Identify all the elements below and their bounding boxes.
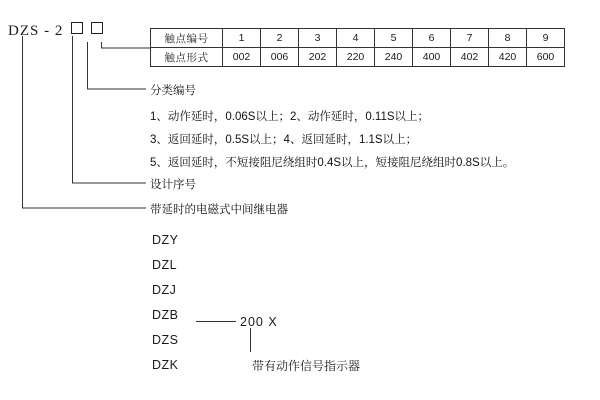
list-item: DZL [152,258,178,272]
callout-category: 分类编号 [150,85,196,97]
table-cell: 3 [299,29,337,48]
family-list [152,228,179,378]
indicator-label: 带有动作信号指示器 [252,359,361,373]
list-item: DZS [152,333,179,347]
callout-design-serial: 设计序号 [150,179,196,191]
table-cell: 006 [261,48,299,67]
callout-timing-line-3: 5、返回延时，不短接阻尼绕组时0.4S以上，短接阻尼绕组时0.8S以上。 [150,157,515,169]
callout-timing-line-1: 1、动作延时，0.06S以上；2、动作延时，0.11S以上； [150,111,430,123]
table-cell: 402 [451,48,489,67]
table-cell: 6 [413,29,451,48]
table-cell: 420 [489,48,527,67]
table-cell: 002 [223,48,261,67]
table-cell: 5 [375,29,413,48]
list-item: DZK [152,358,179,372]
list-item: DZY [152,233,179,247]
table-row-header: 触点形式 [151,48,223,67]
table-cell: 202 [299,48,337,67]
table-cell: 4 [337,29,375,48]
table-cell: 600 [527,48,565,67]
family-code: 200 X [240,315,278,329]
table-cell: 220 [337,48,375,67]
table-cell: 400 [413,48,451,67]
table-cell: 2 [261,29,299,48]
list-item: DZJ [152,283,177,297]
table-cell: 8 [489,29,527,48]
table-cell: 1 [223,29,261,48]
callout-timing-line-2: 3、返回延时，0.5S以上；4、返回延时，1.1S以上； [150,134,418,146]
table-cell: 7 [451,29,489,48]
table-row-header: 触点编号 [151,29,223,48]
table-cell: 240 [375,48,413,67]
list-item: DZB [152,308,179,322]
model-code-prefix: DZS - 2 [8,23,64,39]
callout-product-name: 带延时的电磁式中间继电器 [150,204,288,216]
table-cell: 9 [527,29,565,48]
